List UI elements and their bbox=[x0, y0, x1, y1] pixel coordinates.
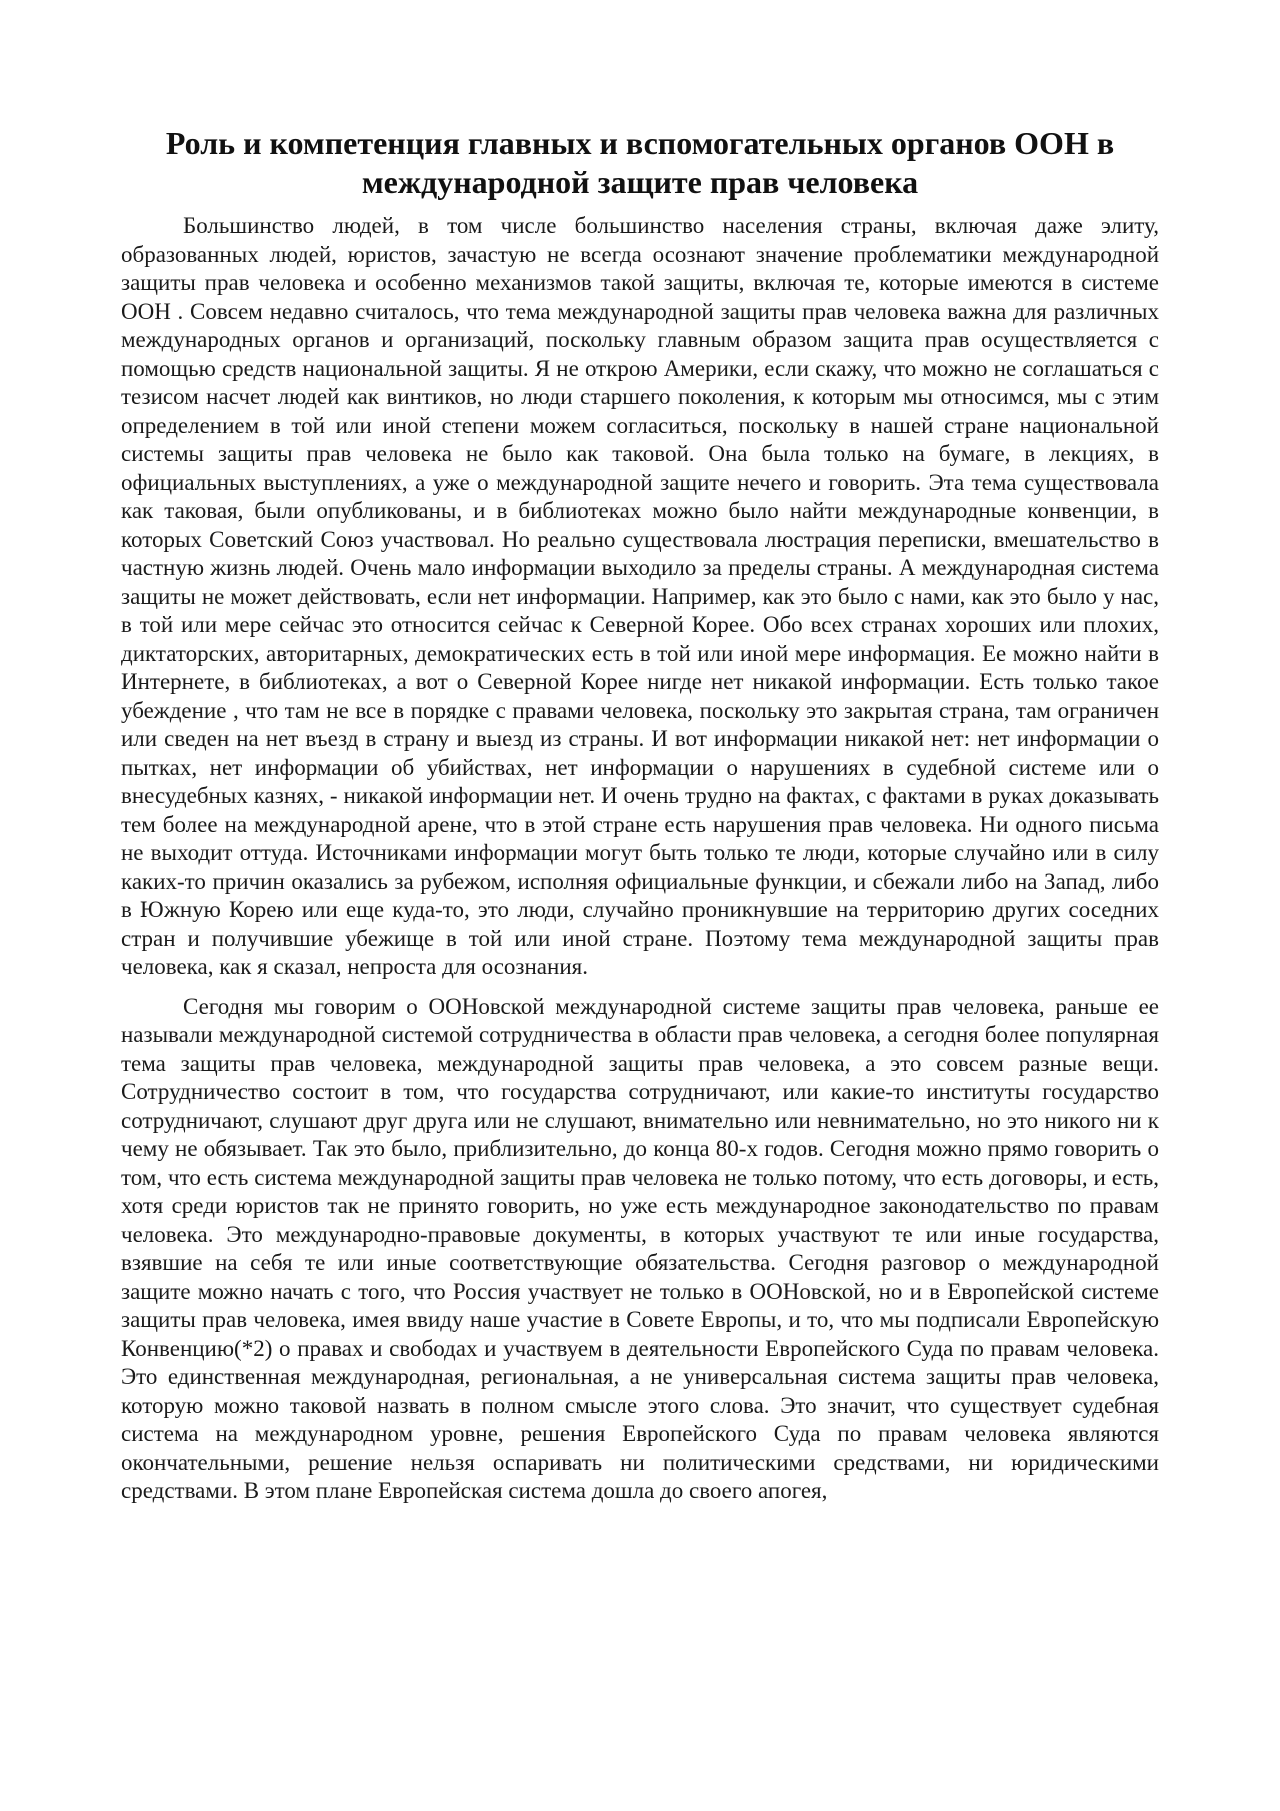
paragraph-2: Сегодня мы говорим о ООНовской международной системе защиты прав человека, раньше ее называли международной системой сотрудничества в области прав человека, а сегодня более популярная тема защиты прав человека, международной защиты прав человека, а это совсем разные вещи. Сотрудничество состоит в том, что государства сотрудничают, или какие-то институты государство сотрудничают, слушают друг друга или не слушают, внимательно или невнимательно, но это никого ни к чему не обязывает. Так это было, приблизительно, до конца 80-х годов. Сегодня можно прямо говорить о том, что есть система международной защиты прав человека не только потому, что есть договоры, и есть, хотя среди юристов так не принято говорить, но уже есть международное законодательство по правам человека. Это международно-правовые документы, в которых участвуют те или иные государства, взявшие на себя те или иные соответствующие обязательства. Сегодня разговор о международной защите можно начать с того, что Россия участвует не только в ООНовской, но и в Европейской системе защиты прав человека, имея ввиду наше участие в Совете Европы, и то, что мы подписали Европейскую Конвенцию(*2) о правах и свободах и участвуем в деятельности Европейского Суда по правам человека. Это единственная международная, региональная, а не универсальная система защиты прав человека, которую можно таковой назвать в полном смысле этого слова. Это значит, что существует судебная система на международном уровне, решения Европейского Суда по правам человека являются окончательными, решение нельзя оспаривать ни политическими средствами, ни юридическими средствами. В этом плане Европейская система дошла до своего апогея, bbox=[121, 993, 1159, 1503]
paragraph-1: Большинство людей, в том числе большинство населения страны, включая даже элиту, образованных людей, юристов, зачастую не всегда осознают значение проблематики международной защиты прав человека и особенно механизмов такой защиты, включая те, которые имеются в системе ООН . Совсем недавно считалось, что тема международной защиты прав человека важна для различных международных органов и организаций, поскольку главным образом защита прав осуществляется с помощью средств национальной защиты. Я не открою Америки, если скажу, что можно не соглашаться с тезисом насчет людей как винтиков, но люди старшего поколения, к которым мы относимся, мы с этим определением в той или иной степени можем согласиться, поскольку в нашей стране национальной системы защиты прав человека не было как таковой. Она была только на бумаге, в лекциях, в официальных выступлениях, а уже о международной защите нечего и говорить. Эта тема существовала как таковая, были опубликованы, и в библиотеках можно было найти международные конвенции, в которых Советский Союз участвовал. Но реально существовала люстрация переписки, вмешательство в частную жизнь людей. Очень мало информации выходило за пределы страны. А международная система защиты не может действовать, если нет информации. Например, как это было с нами, как это было у нас, в той или мере сейчас это относится сейчас к Северной Корее. Обо всех странах хороших или плохих, диктаторских, авторитарных, демократических есть в той или иной мере информация. Ее можно найти в Интернете, в библиотеках, а вот о Северной Корее нигде нет никакой информации. Есть только такое убеждение , что там не все в порядке с правами человека, поскольку это закрытая страна, там ограничен или сведен на нет въезд в страну и выезд из страны. И вот информации никакой нет: нет информации о пытках, нет информации об убийствах, нет информации о нарушениях в судебной системе или о внесудебных казнях, - никакой информации нет. И очень трудно на фактах, с фактами в руках доказывать тем более на международной арене, что в этой стране есть нарушения прав человека. Ни одного письма не выходит оттуда. Источниками информации могут быть только те люди, которые случайно или в силу каких-то причин оказались за рубежом, исполняя официальные функции, и сбежали либо на Запад, либо в Южную Корею или еще куда-то, это люди, случайно проникнувшие на территорию других соседних стран и получившие убежище в той или иной стране. Поэтому тема международной защиты прав человека, как я сказал, непроста для осознания. bbox=[121, 213, 1159, 979]
document-title: Роль и компетенция главных и вспомогательных органов ООН в международной защите прав человека bbox=[165, 125, 1115, 200]
document-body bbox=[121, 212, 1159, 1517]
